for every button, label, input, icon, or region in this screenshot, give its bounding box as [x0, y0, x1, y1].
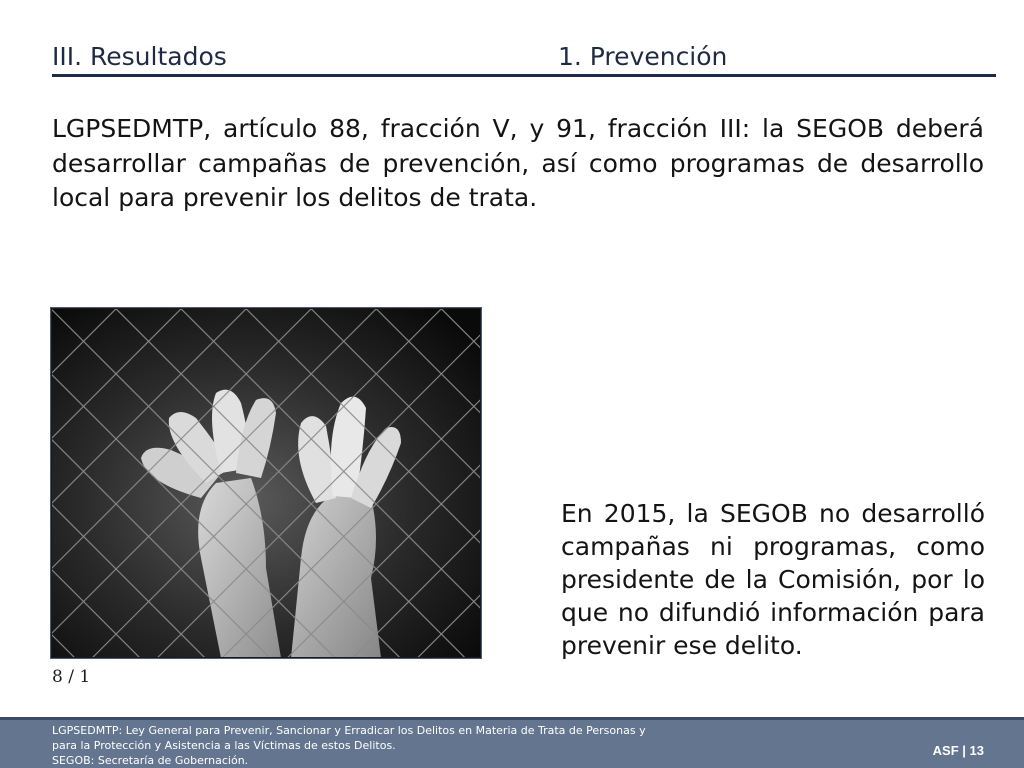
hands-fence-photo	[50, 307, 482, 659]
footer-note-2: para la Protección y Asistencia a las Víctimas de estos Delitos.	[52, 739, 396, 752]
subsection-title: 1. Prevención	[558, 42, 728, 71]
footer-notes	[52, 723, 692, 768]
page-index: 8 / 1	[52, 667, 91, 687]
footer-note-1: LGPSEDMTP: Ley General para Prevenir, Sancionar y Erradicar los Delitos en Materia de Trata de Personas y	[52, 724, 646, 737]
intro-paragraph: LGPSEDMTP, artículo 88, fracción V, y 91, fracción III: la SEGOB deberá desarrollar campañas de prevención, así como programas de desarrollo local para prevenir los delitos de trata.	[52, 114, 984, 212]
footer-note-3: SEGOB: Secretaría de Gobernación.	[52, 754, 249, 767]
hands-behind-fence-illustration	[51, 308, 481, 658]
section-title: III. Resultados	[52, 42, 227, 71]
finding-paragraph: En 2015, la SEGOB no desarrolló campañas ni programas, como presidente de la Comisión, por lo que no difundió información para prevenir ese delito.	[561, 499, 985, 660]
footer-brand-page: ASF | 13	[932, 743, 984, 758]
header-divider	[52, 74, 996, 77]
